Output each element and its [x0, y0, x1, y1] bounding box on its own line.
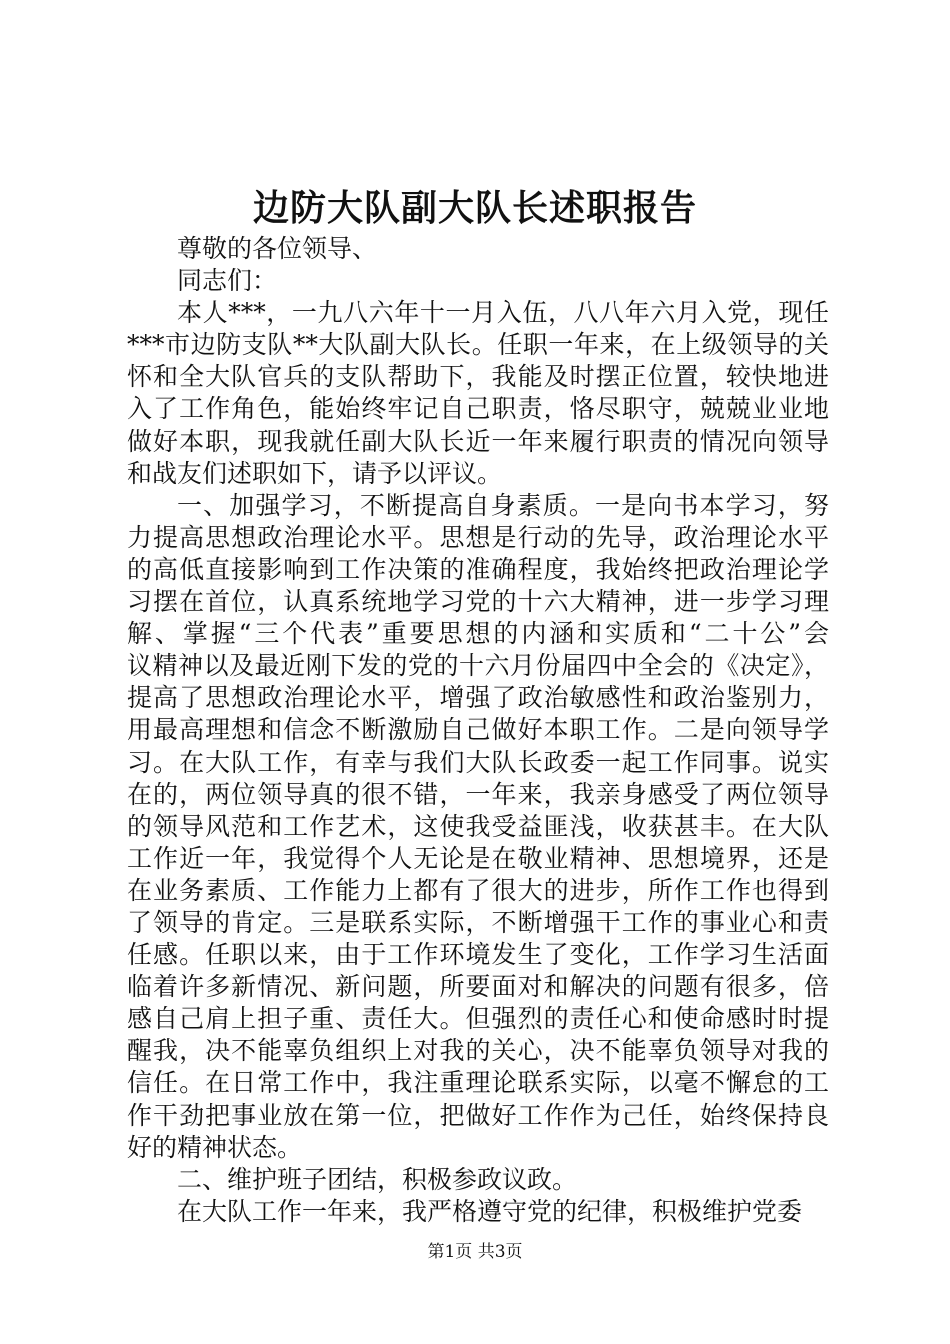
- paragraph-line: 和战友们述职如下，请予以评议。: [127, 458, 503, 488]
- paragraph-line: 一、加强学习，不断提高自身素质。一是向书本学习，努: [177, 490, 829, 520]
- paragraph-line: 习。在大队工作，有幸与我们大队长政委一起工作同事。说实: [127, 747, 829, 777]
- paragraph-line: 作干劲把事业放在第一位，把做好工作作为己任，始终保持良: [127, 1100, 829, 1130]
- paragraph-line: 临着许多新情况、新问题，所要面对和解决的问题有很多，倍: [127, 972, 829, 1002]
- paragraph-line: 的领导风范和工作艺术，这使我受益匪浅，收获甚丰。在大队: [127, 811, 829, 841]
- paragraph-line: 议精神以及最近刚下发的党的十六月份届四中全会的《决定》，: [127, 651, 829, 681]
- salutation-line: 尊敬的各位领导、: [177, 234, 378, 263]
- paragraph-line: 提高了思想政治理论水平，增强了政治敏感性和政治鉴别力，: [127, 683, 829, 713]
- page-number: 第1页 共3页: [427, 1242, 523, 1262]
- document-title: 边防大队副大队长述职报告: [252, 187, 697, 229]
- paragraph-line: 在大队工作一年来，我严格遵守党的纪律，积极维护党委: [177, 1196, 803, 1226]
- paragraph: [127, 297, 829, 490]
- paragraph-line: 习摆在首位，认真系统地学习党的十六大精神，进一步学习理: [127, 587, 829, 617]
- paragraph-line: 二、维护班子团结，积极参政议政。: [177, 1164, 578, 1194]
- paragraph-line: 工作近一年，我觉得个人无论是在敬业精神、思想境界，还是: [127, 843, 829, 873]
- document-body: [127, 233, 829, 1228]
- paragraph-line: 在的，两位领导真的很不错，一年来，我亲身感受了两位领导: [127, 779, 829, 809]
- paragraph-line: 醒我，决不能辜负组织上对我的关心，决不能辜负领导对我的: [127, 1036, 829, 1066]
- paragraph-line: 用最高理想和信念不断激励自己做好本职工作。二是向领导学: [127, 715, 829, 745]
- paragraph-line: 任感。任职以来，由于工作环境发生了变化，工作学习生活面: [127, 940, 829, 970]
- paragraphs: [127, 297, 829, 1228]
- paragraph-line: 解、掌握“三个代表”重要思想的内涵和实质和“二十公”会: [127, 619, 829, 649]
- paragraph-line: 好的精神状态。: [127, 1132, 303, 1162]
- paragraph-line: 的高低直接影响到工作决策的准确程度，我始终把政治理论学: [127, 554, 829, 584]
- paragraph: [127, 1196, 829, 1228]
- paragraph: [127, 1164, 829, 1196]
- paragraph-line: 感自己肩上担子重、责任大。但强烈的责任心和使命感时时提: [127, 1004, 829, 1034]
- paragraph-line: 信任。在日常工作中，我注重理论联系实际，以毫不懈怠的工: [127, 1068, 829, 1098]
- paragraph-line: 入了工作角色，能始终牢记自己职责，恪尽职守，兢兢业业地: [127, 394, 829, 424]
- paragraph-line: 了领导的肯定。三是联系实际，不断增强干工作的事业心和责: [127, 907, 829, 937]
- paragraph: [127, 490, 829, 1164]
- paragraph-line: 怀和全大队官兵的支队帮助下，我能及时摆正位置，较快地进: [127, 362, 829, 392]
- paragraph-line: 本人***，一九八六年十一月入伍，八八年六月入党，现任: [177, 298, 829, 328]
- paragraph-line: 做好本职，现我就任副大队长近一年来履行职责的情况向领导: [127, 426, 829, 456]
- salutation-line: 同志们：: [177, 266, 278, 296]
- paragraph-line: 在业务素质、工作能力上都有了很大的进步，所作工作也得到: [127, 875, 829, 905]
- paragraph-line: 力提高思想政治理论水平。思想是行动的先导，政治理论水平: [127, 522, 829, 552]
- paragraph-line: ***市边防支队**大队副大队长。任职一年来，在上级领导的关: [127, 330, 829, 360]
